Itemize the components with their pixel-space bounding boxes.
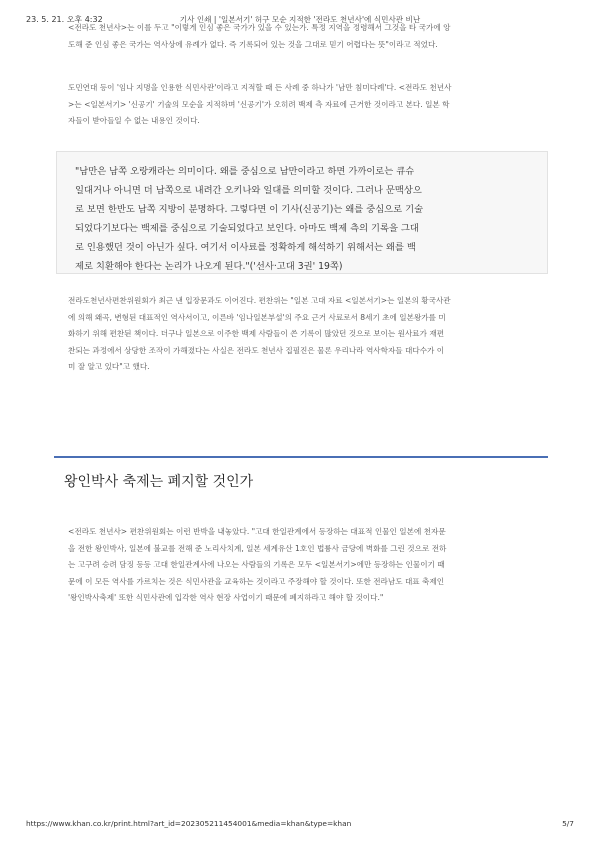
print-page-title: 기사 인쇄 | '일본서기' 허구 모순 지적한 '전라도 천년사'에 식민사관 비난 — [179, 15, 421, 24]
text-line: 자들이 받아들일 수 없는 내용인 것이다. — [68, 116, 200, 125]
section-title: 왕인박사 축제는 폐지할 것인가 — [64, 474, 254, 490]
text-line: 도민연대 등이 '임나 지명을 인용한 식민사관'이라고 지적할 때 든 사례 중 하나가 '남만 침미다례'다. <전라도 천년사 — [68, 83, 452, 92]
quote-line: 로 인용했던 것이 아닌가 싶다. 여기서 이사료를 정확하게 해석하기 위해서는 왜를 백 — [75, 242, 416, 253]
quote-line: 일대거나 아니면 더 남쪽으로 내려간 오키나와 일대를 의미할 것이다. 그러나 문맥상으 — [75, 185, 422, 196]
article-paragraph-3 — [68, 293, 538, 376]
text-line: <전라도 천년사>는 이를 두고 "이렇게 인심 좋은 국가가 있을 수 있는가. 특정 지역을 정령해서 그것을 타 국가에 앙 — [68, 23, 451, 32]
text-line: 전라도천년사편찬위원회가 최근 낸 입장문과도 이어진다. 편찬위는 "일본 고대 자료 <일본서기>는 일본의 황국사관 — [68, 296, 451, 305]
text-line: 화하기 위해 편찬된 책이다. 더구나 일본으로 이주한 백제 사람들이 쓴 기록이 많았던 것으로 보이는 원사료가 재편 — [68, 329, 445, 338]
article-paragraph-4 — [68, 524, 538, 607]
quote-line: "남만은 남쪽 오랑캐라는 의미이다. 왜를 중심으로 남만이라고 하면 가까이로는 큐슈 — [75, 166, 415, 177]
quote-line: 제로 치환해야 한다는 논리가 나오게 된다."('선사·고대 3권' 19쪽) — [75, 261, 343, 272]
quote-line: 로 보면 한반도 남쪽 지방이 분명하다. 그렇다면 이 기사(신공기)는 왜를 중심으로 기술 — [75, 204, 424, 215]
print-footer — [26, 819, 574, 831]
text-line: <전라도 천년사> 편찬위원회는 이런 반박을 내놓았다. "고대 한일관계에서 등장하는 대표적 인물인 일본에 천자문 — [68, 527, 446, 536]
print-datetime: 23. 5. 21. 오후 4:32 — [26, 15, 103, 24]
text-line: '왕인박사축제' 또한 식민사관에 입각한 역사 현장 사업이기 때문에 폐지하라고 해야 할 것이다." — [68, 593, 384, 602]
text-line: >는 <일본서기> '신공기' 기술의 모순을 지적하며 '신공기'가 오히려 백제 측 자료에 근거한 것이라고 본다. 일본 학 — [68, 99, 450, 109]
article-paragraph-2 — [68, 80, 538, 130]
text-line: 문에 이 모든 역사를 가르치는 것은 식민사관을 교육하는 것이라고 주장해야 할 것이다. 또한 전라남도 대표 축제인 — [68, 576, 445, 586]
text-line: 는 고구려 승려 담징 등등 고대 한일관계사에 나오는 사람들의 기록은 모두 <일본서기>에만 등장하는 인물이기 때 — [68, 560, 445, 569]
text-line: 도해 준 인심 좋은 국가는 역사상에 유례가 없다. 즉 기록되어 있는 것을 그대로 믿기 어렵다는 뜻"이라고 적었다. — [68, 39, 438, 49]
article-paragraph-1 — [68, 20, 538, 53]
text-line: 에 의해 왜곡, 변형된 대표적인 역사서이고, 이른바 '임나일본부설'의 주요 근거 사료로서 8세기 초에 일본왕가를 미 — [68, 312, 446, 322]
quote-line: 되었다기보다는 백제를 중심으로 기술되었다고 보인다. 아마도 백제 측의 기록을 그대 — [75, 223, 419, 234]
text-line: 찬되는 과정에서 상당한 조작이 가해졌다는 사실은 전라도 천년사 집필진은 물론 우리나라 역사학자들 대다수가 이 — [68, 345, 445, 355]
text-line: 미 잘 알고 있다"고 했다. — [68, 362, 150, 371]
print-url: https://www.khan.co.kr/print.html?art_id=202305211454001&media=khan&type=khan — [26, 819, 352, 828]
section-header — [54, 456, 548, 508]
text-line: 을 전한 왕인박사, 일본에 불교를 전해 준 노리사치계, 일본 세계유산 1호인 법륭사 금당에 벽화를 그린 것으로 전하 — [68, 543, 447, 553]
page-number: 5/7 — [562, 819, 574, 828]
blockquote-text — [75, 162, 423, 276]
blockquote — [56, 151, 548, 274]
